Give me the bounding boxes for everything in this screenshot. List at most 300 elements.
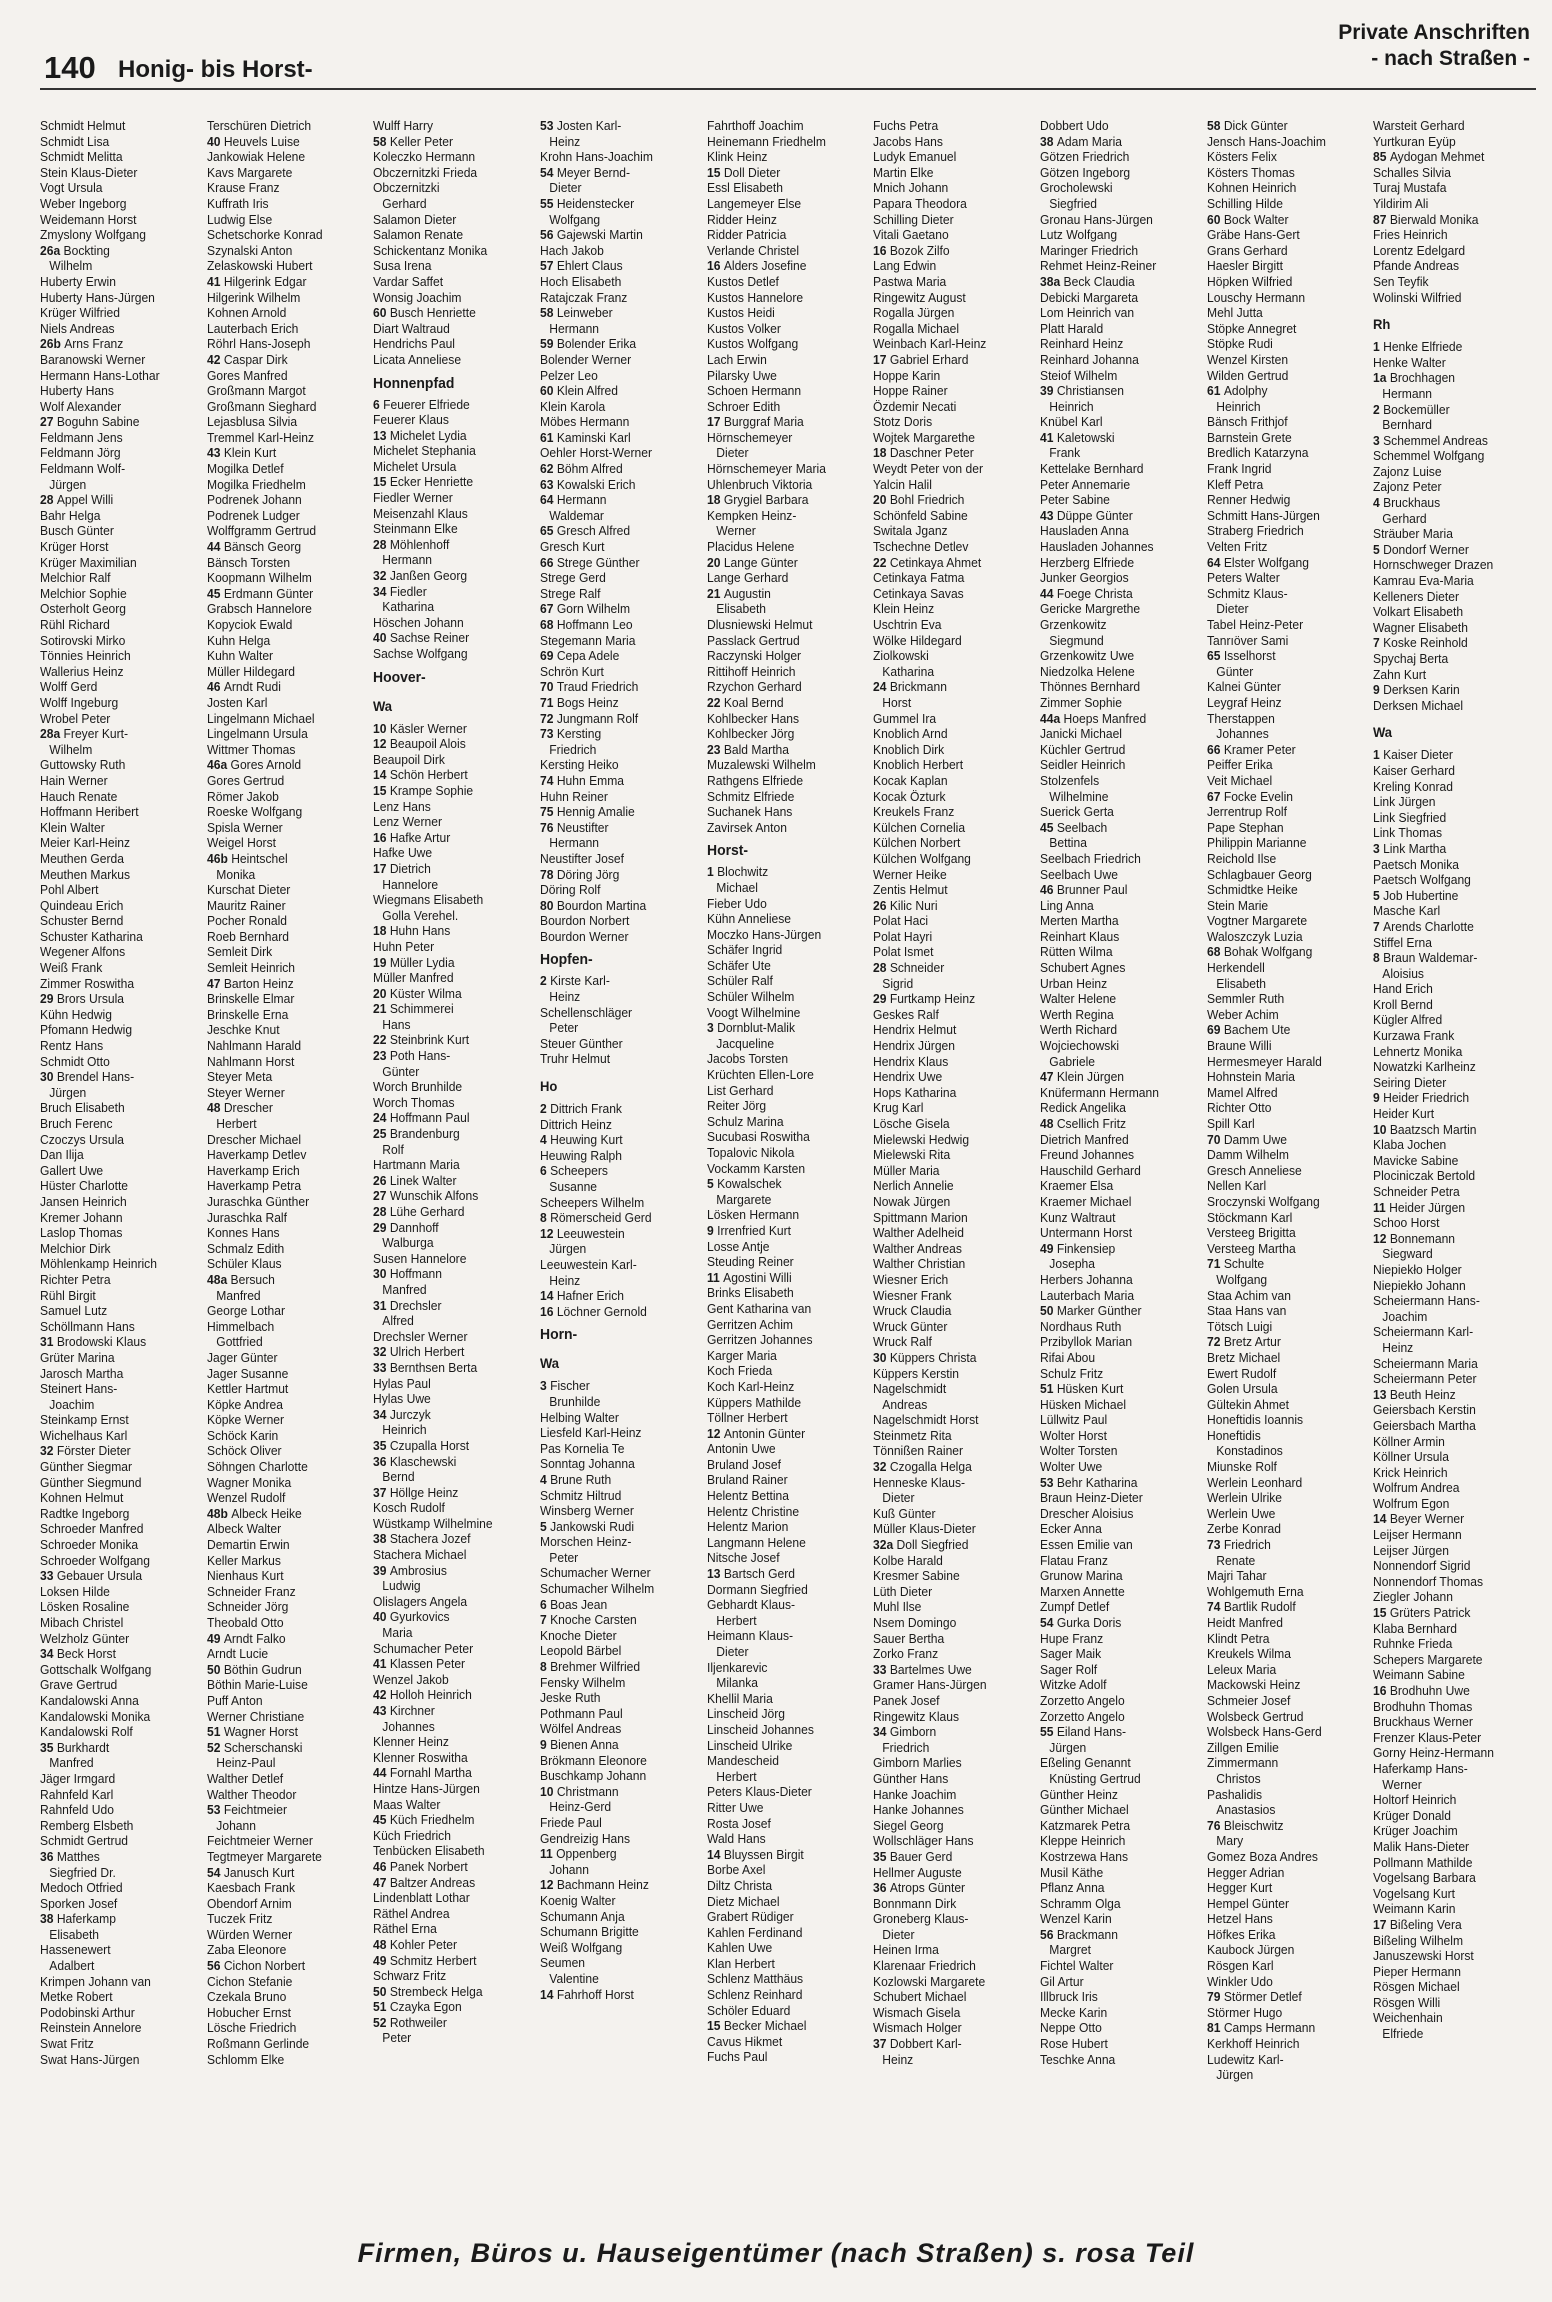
resident-entry: 60 Busch Henriette [373,305,477,321]
entry-continuation: Heinz [549,133,581,149]
resident-entry: 32 Förster Dieter [40,1443,131,1459]
resident-entry: 48 Csellich Fritz [1040,1116,1127,1131]
resident-entry: 30 Hoffmann [373,1266,443,1282]
resident-entry: 70 Damm Uwe [1206,1131,1287,1147]
resident-entry: Schilling Hilde [1206,195,1283,211]
resident-entry: 33 Bernthsen Berta [373,1359,478,1375]
resident-entry: Rittihoff Heinrich [706,663,796,679]
resident-entry: Zillgen Emilie [1206,1739,1279,1755]
resident-entry: Bretz Michael [1206,1349,1280,1365]
resident-entry: Puff Anton [206,1692,263,1708]
resident-entry: 67 Focke Evelin [1206,788,1293,804]
resident-entry: Salamon Dieter [373,211,457,227]
resident-entry: Morschen Heinz- [540,1534,632,1550]
directory-column [1373,118,1528,2193]
resident-entry: Wolsbeck Hans-Gerd [1206,1724,1322,1740]
entry-continuation: Joachim [49,1396,95,1412]
resident-entry: 26a Bockting [40,242,110,258]
resident-entry: Reinstein Annelore [40,2020,142,2036]
resident-entry: Borbe Axel [706,1862,766,1878]
resident-entry: 35 Burkhardt [40,1739,110,1755]
resident-entry: Hobucher Ernst [206,2004,291,2020]
resident-entry: Staa Hans van [1206,1303,1287,1319]
resident-entry: Niels Andreas [40,320,115,336]
district-heading: Ho [540,1078,558,1095]
resident-entry: Ziegler Johann [1373,1589,1454,1605]
resident-entry: Schramm Olga [1040,1895,1121,1911]
resident-entry: Reinhart Klaus [1040,928,1120,944]
resident-entry: Nahlmann Horst [206,1053,295,1069]
resident-entry: Hendrix Uwe [873,1069,943,1085]
resident-entry: Döring Rolf [540,882,601,898]
resident-entry: Pflanz Anna [1040,1880,1105,1896]
resident-entry: 46b Heintschel [206,850,288,866]
resident-entry: 49 Arndt Falko [206,1630,286,1646]
resident-entry: Schroer Edith [706,398,780,414]
resident-entry: Langemeyer Else [706,195,801,211]
resident-entry: Meisenzahl Klaus [373,505,469,521]
resident-entry: Moczko Hans-Jürgen [706,926,821,942]
resident-entry: Bißeling Wilhelm [1373,1932,1464,1948]
resident-entry: 31 Brodowski Klaus [40,1334,147,1350]
resident-entry: Cetinkaya Fatma [873,570,965,586]
resident-entry: Rehmet Heinz-Reiner [1040,258,1157,274]
resident-entry: 14 Beyer Werner [1373,1511,1465,1527]
entry-continuation: Margret [1049,1942,1091,1958]
entry-continuation: Manfred [215,1287,261,1303]
entry-continuation: Herbert [715,1768,757,1784]
entry-continuation: Golla Verehel. [382,907,459,923]
resident-entry: Lehnertz Monika [1373,1043,1463,1059]
directory-column [707,118,862,2193]
resident-entry: Müller Manfred [373,970,454,986]
resident-entry: Werth Regina [1040,1006,1114,1022]
resident-entry: Schneider Petra [1373,1184,1461,1199]
resident-entry: 74 Huhn Emma [540,772,625,788]
resident-entry: 20 Lange Günter [706,554,798,570]
resident-entry: Koch Karl-Heinz [706,1378,795,1394]
resident-entry: Wolinski Wilfried [1373,289,1462,305]
resident-entry: Sucubasi Roswitha [706,1129,810,1145]
resident-entry: 28 Schneider [873,960,945,976]
resident-entry: Staa Achim van [1206,1287,1291,1303]
resident-entry: 17 Bißeling Vera [1373,1916,1463,1932]
resident-entry: 48 Kohler Peter [373,1936,458,1952]
resident-entry: Stöpke Annegret [1206,320,1297,336]
resident-entry: 70 Traud Friedrich [540,679,639,695]
resident-entry: Dietrich Manfred [1040,1131,1129,1147]
resident-entry: Schetschorke Konrad [206,227,323,243]
resident-entry: Heinen Irma [873,1942,940,1958]
resident-entry: Günther Hans [873,1770,949,1786]
resident-entry: 43 Düppe Günter [1040,507,1133,523]
resident-entry: Schumacher Werner [540,1565,651,1581]
resident-entry: Brökmann Eleonore [540,1752,647,1768]
resident-entry: Knoche Dieter [540,1627,617,1643]
resident-entry: Semleit Dirk [206,944,272,960]
resident-entry: Hauschild Gerhard [1040,1162,1141,1178]
resident-entry: Antonin Uwe [706,1441,776,1457]
resident-entry: Weimann Sabine [1373,1667,1466,1683]
resident-entry: Wohlgemuth Erna [1206,1583,1304,1599]
resident-entry: Obczernitzki [373,180,440,196]
entry-continuation: Alfred [382,1313,415,1329]
resident-entry: 57 Ehlert Claus [540,258,623,274]
resident-entry: 45 Erdmann Günter [206,585,313,601]
resident-entry: Schumacher Peter [373,1640,474,1656]
resident-entry: Walther Christian [873,1256,966,1272]
resident-entry: Jäger Irmgard [40,1770,116,1786]
resident-entry: Rose Hubert [1040,2036,1108,2052]
entry-continuation: Wolfgang [1216,1271,1267,1287]
resident-entry: Kunz Waltraut [1040,1209,1116,1225]
resident-entry: Strege Gerd [540,570,606,586]
resident-entry: Essen Emilie van [1040,1537,1133,1553]
resident-entry: 46 Arndt Rudi [206,679,281,695]
resident-entry: Peters Klaus-Dieter [706,1784,812,1800]
entry-continuation: Hermann [382,552,433,568]
entry-continuation: Susanne [549,1179,598,1194]
entry-continuation: Sigrid [882,975,914,991]
resident-entry: Räthel Andrea [373,1905,450,1921]
resident-entry: Grunow Marina [1040,1568,1123,1584]
resident-entry: Pastwa Maria [873,273,947,289]
resident-entry: Gerritzen Johannes [706,1332,813,1348]
resident-entry: Knübel Karl [1040,414,1103,430]
resident-entry: Urban Heinz [1040,975,1108,991]
resident-entry: Schöck Oliver [206,1443,282,1459]
resident-entry: Pothmann Paul [540,1705,623,1721]
resident-entry: Stolzenfels [1040,772,1100,788]
resident-entry: Meuthen Gerda [40,850,125,866]
resident-entry: Möbes Hermann [540,414,630,430]
resident-entry: Czekala Bruno [206,1989,286,2005]
entry-continuation: Siegfried Dr. [49,1864,116,1880]
resident-entry: Tönnißen Rainer [873,1443,964,1459]
resident-entry: Krüger Horst [40,539,109,555]
resident-entry: Kremer Johann [40,1209,123,1225]
resident-entry: Kurzawa Frank [1373,1028,1455,1044]
resident-entry: Obendorf Arnim [206,1895,292,1911]
resident-entry: Haferkamp Hans- [1373,1760,1469,1776]
entry-continuation: Elfriede [1382,2026,1424,2042]
resident-entry: Liesfeld Karl-Heinz [540,1425,642,1441]
resident-entry: Schäfer Ute [706,957,771,973]
resident-entry: 44 Fornahl Martha [373,1765,473,1781]
resident-entry: 73 Friedrich [1206,1537,1271,1553]
resident-entry: Loksen Hilde [40,1583,110,1599]
resident-entry: Höpken Wilfried [1206,273,1293,289]
resident-entry: Yalcin Halil [873,476,933,492]
resident-entry: Steyer Meta [206,1069,272,1085]
resident-entry: Schlenz Reinhard [706,1987,803,2003]
resident-entry: 49 Finkensiep [1040,1240,1116,1256]
resident-entry: 43 Kirchner [373,1703,436,1718]
resident-entry: Busch Günter [40,523,114,539]
resident-entry: 16 Alders Josefine [706,258,807,274]
entry-continuation: Johannes [1216,726,1269,742]
resident-entry: Schönfeld Sabine [873,507,969,523]
resident-entry: Demartin Erwin [206,1537,290,1553]
resident-entry: Özdemir Necati [873,398,957,414]
resident-entry: Stein Marie [1206,897,1268,913]
entry-continuation: Heinrich [382,1422,427,1438]
resident-entry: Jeschke Knut [206,1022,280,1038]
resident-entry: 9 Irrenfried Kurt [706,1222,791,1238]
resident-entry: 35 Bauer Gerd [873,1848,953,1864]
resident-entry: Kösters Felix [1206,149,1277,165]
resident-entry: Mecke Karin [1040,2004,1108,2020]
resident-entry: Wismach Holger [873,2020,963,2036]
resident-entry: Wüstkamp Wilhelmine [373,1515,493,1531]
resident-entry: 56 Brackmann [1040,1926,1118,1942]
resident-entry: Wrobel Peter [40,710,111,726]
resident-entry: 9 Heider Friedrich [1373,1090,1470,1106]
resident-entry: 38a Beck Claudia [1040,273,1135,289]
resident-entry: Derksen Michael [1373,697,1464,713]
resident-entry: Niedzolka Helene [1040,663,1135,679]
resident-entry: 69 Cepa Adele [540,648,620,664]
resident-entry: 54 Janusch Kurt [206,1864,295,1880]
resident-entry: Seidler Heinrich [1040,757,1126,773]
resident-entry: Hendrix Klaus [873,1053,949,1069]
resident-entry: Olislagers Angela [373,1593,468,1609]
resident-entry: Konnes Hans [206,1225,280,1241]
resident-entry: 38 Stachera Jozef [373,1531,471,1547]
resident-entry: Pollmann Mathilde [1373,1854,1473,1870]
resident-entry: Günther Siegmar [40,1459,133,1475]
resident-entry: Wallerius Heinz [40,663,124,679]
resident-entry: 18 Grygiel Barbara [706,492,809,508]
resident-entry: Gebhardt Klaus- [706,1597,795,1613]
resident-entry: Martin Elke [873,164,934,180]
resident-entry: 26 Linek Walter [373,1172,457,1188]
resident-entry: Volkart Elisabeth [1373,604,1464,620]
resident-entry: 51 Czayka Egon [373,1999,463,2015]
resident-entry: 32 Ulrich Herbert [373,1344,465,1360]
resident-entry: Kurschat Dieter [206,882,290,898]
resident-entry: Mandescheid [706,1753,779,1769]
entry-continuation: Rolf [382,1141,405,1157]
resident-entry: Kustos Volker [706,320,781,336]
resident-entry: 74 Bartlik Rudolf [1206,1599,1296,1615]
resident-entry: Pfande Andreas [1373,258,1460,274]
resident-entry: Hendrix Helmut [873,1022,957,1038]
resident-entry: Geiersbach Martha [1373,1417,1477,1433]
resident-entry: 16 Bozok Zilfo [873,242,950,258]
resident-entry: 72 Jungmann Rolf [540,710,639,726]
resident-entry: 28 Lühe Gerhard [373,1204,465,1219]
resident-entry: 52 Scherschanski [206,1739,303,1755]
resident-entry: Ewert Rudolf [1206,1365,1276,1381]
resident-entry: Haesler Birgitt [1206,258,1283,274]
resident-entry: Szynalski Anton [206,242,293,258]
resident-entry: Gerritzen Achim [706,1316,793,1332]
resident-entry: Schubert Michael [873,1989,967,2005]
directory-column [40,118,195,2193]
resident-entry: 61 Adolphy [1206,383,1268,399]
entry-continuation: Bettina [1049,835,1087,851]
resident-entry: Pashalidis [1206,1786,1262,1802]
resident-entry: 47 Klein Jürgen [1040,1069,1125,1085]
resident-entry: 6 Feuerer Elfriede [373,396,471,412]
entry-continuation: Heinz [549,1272,581,1288]
resident-entry: Zahn Kurt [1373,666,1427,682]
resident-entry: Podobinski Arthur [40,2004,135,2020]
resident-entry: 18 Daschner Peter [873,445,975,461]
resident-entry: 9 Derksen Karin [1373,682,1461,698]
resident-entry: Wittmer Thomas [206,741,296,757]
resident-entry: Friede Paul [540,1814,602,1830]
resident-entry: Steinert Hans- [40,1381,118,1397]
resident-entry: Scheepers Wilhelm [540,1194,645,1210]
resident-entry: 49 Schmitz Herbert [373,1952,477,1968]
resident-entry: Worch Brunhilde [373,1079,463,1095]
resident-entry: Radtke Ingeborg [40,1505,130,1521]
resident-entry: Sotirovski Mirko [40,632,126,648]
resident-entry: 55 Eiland Hans- [1040,1724,1127,1740]
resident-entry: Keller Markus [206,1552,281,1568]
resident-entry: Schmitt Hans-Jürgen [1206,507,1320,523]
resident-entry: Hendrichs Paul [373,336,456,352]
entry-continuation: Mary [1216,1833,1243,1849]
resident-entry: Schmidt Gertrud [40,1833,129,1849]
resident-entry: Grave Gertrud [40,1677,118,1693]
resident-entry: 48 Drescher [206,1100,273,1116]
resident-entry: Schroeder Monika [40,1537,139,1553]
resident-entry: Wolffgramm Gertrud [206,523,316,539]
resident-entry: Uhlenbruch Viktoria [706,476,812,492]
resident-entry: Gramer Hans-Jürgen [873,1677,987,1693]
resident-entry: Schmitz Elfriede [706,788,795,804]
resident-entry: Schuster Katharina [40,928,143,944]
resident-entry: Rosta Josef [706,1815,771,1831]
resident-entry: Metke Robert [40,1989,113,2005]
resident-entry: Pieper Hermann [1373,1963,1462,1979]
resident-entry: Mnich Johann [873,180,949,196]
resident-entry: Fries Heinrich [1373,227,1448,243]
resident-entry: Helentz Christine [706,1503,799,1519]
resident-entry: Nowatzki Karlheinz [1373,1059,1477,1075]
resident-entry: Turaj Mustafa [1373,180,1447,196]
resident-entry: Kustos Hannelore [706,289,803,305]
resident-entry: Yurtkuran Eyüp [1373,133,1457,149]
resident-entry: Schemmel Wolfgang [1373,448,1485,464]
resident-entry: Janicki Michael [1040,726,1123,742]
resident-entry: Krüger Maximilian [40,554,137,570]
resident-entry: 44 Foege Christa [1040,585,1133,601]
entry-continuation: Gabriele [1049,1053,1096,1069]
resident-entry: Feichtmeier Werner [206,1833,313,1849]
resident-entry: Hintze Hans-Jürgen [373,1780,481,1796]
resident-entry: Ringewitz Klaus [873,1708,960,1724]
resident-entry: Zajonz Peter [1373,479,1442,495]
resident-entry: Dan Ilija [40,1147,84,1163]
resident-entry: Fieber Udo [706,895,767,911]
resident-entry: Klaba Jochen [1373,1137,1447,1153]
resident-entry: Schlomm Elke [206,2051,284,2067]
resident-entry: Kaubock Jürgen [1206,1942,1295,1958]
resident-entry: Losse Antje [706,1238,770,1254]
resident-entry: Hoppe Rainer [873,383,948,399]
resident-entry: Gil Artur [1040,1973,1084,1989]
entry-continuation: Elisabeth [1216,975,1266,991]
resident-entry: Nonnendorf Sigrid [1373,1558,1471,1574]
resident-entry: Braun Heinz-Dieter [1040,1490,1143,1506]
resident-entry: Kohnen Helmut [40,1490,124,1506]
resident-entry: Peter Sabine [1040,492,1110,508]
resident-entry: Theobald Otto [206,1615,284,1630]
resident-entry: Cetinkaya Savas [873,585,965,601]
resident-entry: 27 Wunschik Alfons [373,1188,479,1204]
resident-entry: Oehler Horst-Werner [540,445,652,461]
resident-entry: Susen Hannelore [373,1250,467,1266]
resident-entry: Schmitz Hiltrud [540,1487,622,1503]
resident-entry: Kustos Detlef [706,273,779,289]
resident-entry: 33 Bartelmes Uwe [873,1661,973,1677]
resident-entry: Lenz Werner [373,814,443,830]
resident-entry: Hermann Hans-Lothar [40,367,160,383]
resident-entry: Mamel Alfred [1206,1084,1278,1100]
resident-entry: Schumann Anja [540,1908,625,1924]
resident-entry: Müller Klaus-Dieter [873,1521,977,1537]
resident-entry: 5 Job Hubertine [1373,887,1459,903]
resident-entry: Klein Walter [40,819,105,835]
resident-entry: 61 Kaminski Karl [540,429,631,445]
header-rule [40,88,1536,90]
resident-entry: Mielewski Hedwig [873,1131,970,1147]
resident-entry: Peter Annemarie [1040,476,1131,492]
resident-entry: Gummel Ira [873,710,937,726]
resident-entry: Panek Josef [873,1692,940,1708]
resident-entry: Herbers Johanna [1040,1271,1133,1287]
resident-entry: Linscheid Jörg [706,1706,785,1722]
resident-entry: Wolff Gerd [40,679,98,695]
resident-entry: Yildirim Ali [1373,195,1429,211]
resident-entry: Samuel Lutz [40,1303,108,1319]
resident-entry: Josten Karl [206,694,268,710]
resident-entry: 72 Bretz Artur [1206,1334,1281,1350]
resident-entry: Michelet Ursula [373,458,457,474]
entry-continuation: Herbert [715,1612,757,1628]
resident-entry: Michelet Stephania [373,443,477,459]
resident-entry: Hohnstein Maria [1206,1069,1295,1085]
resident-entry: Reichold Ilse [1206,850,1276,866]
resident-entry: Sauer Bertha [873,1630,945,1646]
resident-entry: Khellil Maria [706,1690,773,1706]
resident-entry: 69 Bachem Ute [1206,1022,1291,1038]
entry-continuation: Katharina [382,599,435,615]
resident-entry: Niepiekło Johann [1373,1277,1467,1293]
resident-entry: 76 Neustifter [540,819,609,835]
resident-entry: Grabsch Hannelore [206,601,312,617]
resident-entry: 34 Beck Horst [40,1646,116,1662]
resident-entry: Krohn Hans-Joachim [540,149,653,165]
entry-continuation: Jürgen [1216,2067,1253,2083]
resident-entry: Warsteit Gerhard [1373,118,1465,133]
section-title-line2: - nach Straßen - [1371,47,1530,70]
resident-entry: Schneider Jörg [206,1599,289,1615]
district-heading: Wa [540,1355,560,1372]
resident-entry: Fuchs Paul [706,2049,768,2065]
resident-entry: Sen Teyfik [1373,273,1429,289]
resident-entry: Dobbert Udo [1040,118,1109,133]
resident-entry: Fensky Wilhelm [540,1674,626,1690]
resident-entry: Hüsken Michael [1040,1396,1127,1412]
resident-entry: Külchen Cornelia [873,819,966,835]
resident-entry: Kocak Özturk [873,788,946,804]
resident-entry: Wagner Elisabeth [1373,619,1469,635]
